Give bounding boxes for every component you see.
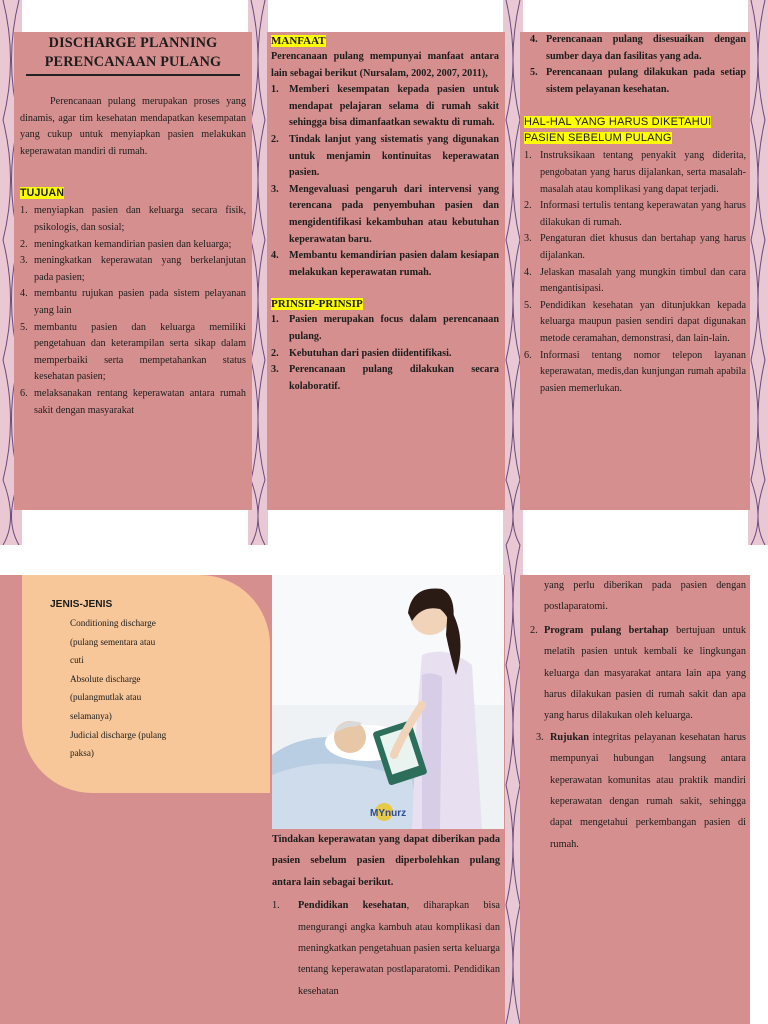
list-number: 5. (530, 67, 538, 79)
panel-discharge-intro (14, 32, 252, 510)
panel-hal-hal (520, 32, 750, 510)
list-text: Perencanaan pulang disesuaikan dengan sumber daya dan fasilitas yang ada. (546, 34, 746, 62)
item-title: Rujukan (550, 731, 589, 743)
list-number: 4. (524, 266, 532, 278)
list-text: bertujuan untuk melatih pasien untuk kembali ke lingkungan keluarga dan masyarakat antara lain apa yang harus dilakukan pasien di rumah sakit dan apa yang harus dilakukan oleh keluarga. (544, 624, 746, 722)
list-number: 3. (524, 233, 532, 245)
list-number: 2. (20, 238, 28, 250)
list-number: 4. (530, 34, 538, 45)
list-text: Informasi tertulis tentang keperawatan yang harus dilakukan di rumah. (540, 200, 746, 228)
list-text: melaksanakan rentang keperawatan antara rumah sakit dengan masyarakat (34, 387, 246, 416)
list-item (20, 237, 246, 254)
jenis-item: cuti (70, 655, 84, 666)
title-line-2: PERENCANAAN PULANG (44, 54, 222, 70)
list-text: menyiapkan pasien dan keluarga secara fisik, psikologis, dan sosial; (34, 205, 246, 233)
title-underline (26, 74, 240, 76)
manfaat-heading-wrap (271, 34, 499, 49)
list-text: Mengevaluasi pengaruh dari intervensi yang terencana pada penyembuhan pasien dan mengidentifikasi kekambuhan atau kebutuhan keperawatan baru. (289, 183, 499, 245)
list-item (271, 82, 499, 132)
manfaat-list (271, 82, 499, 281)
title-line-1: DISCHARGE PLANNING (48, 35, 218, 51)
jenis-item: selamanya) (70, 710, 112, 721)
list-item (271, 346, 499, 363)
list-item (271, 248, 499, 281)
list-number: 1. (524, 150, 532, 162)
hal-heading-wrap (524, 114, 746, 146)
list-item (524, 348, 746, 398)
list-number: 6. (524, 349, 532, 361)
nurse-patient-illustration (272, 575, 504, 829)
list-text: Memberi kesempatan kepada pasien untuk mendapat pelajaran selama di rumah sakit sehingga bisa dimanfaatkan sewaktu di rumah. (289, 84, 499, 129)
list-number: 2. (524, 200, 532, 212)
list-number: 5. (524, 299, 532, 311)
list-text: Pasien merupakan focus dalam perencanaan pulang. (289, 314, 499, 342)
manfaat-intro: Perencanaan pulang mempunyai manfaat antara lain sebagai berikut (Nursalam, 2002, 2007, 2011), (271, 51, 499, 79)
list-item (524, 198, 746, 231)
item-title: Pendidikan kesehatan (298, 900, 407, 912)
list-item (271, 312, 499, 345)
list-text: Pengaturan diet khusus dan bertahap yang harus dijalankan. (540, 233, 746, 261)
tujuan-heading-wrap (20, 186, 246, 201)
continued-text: yang perlu diberikan pada pasien dengan postlaparatomi. (544, 580, 746, 613)
list-number: 3. (536, 731, 544, 743)
list-text: meningkatkan keperawatan yang berkelanjutan pada pasien; (34, 255, 246, 283)
list-text: Pendidikan kesehatan yan ditunjukkan kepada keluarga maupun pasien sendiri dapat digunakan metode ceramahan, demonstrasi, dan lain-lain. (540, 299, 746, 344)
list-number: 4. (20, 288, 28, 300)
list-item (271, 182, 499, 248)
list-number: 5. (20, 321, 28, 333)
panel-manfaat-prinsip (267, 32, 505, 510)
jenis-title: JENIS-JENIS (50, 599, 113, 610)
jenis-item: (pulangmutlak atau (70, 692, 142, 703)
list-number: 3. (271, 183, 279, 195)
list-text: Informasi tentang nomor telepon layanan keperawatan, medis,dan kunjungan rumah apabila pasien memerlukan. (540, 349, 746, 394)
page-title (20, 34, 246, 72)
list-text: Kebutuhan dari pasien diidentifikasi. (289, 347, 452, 359)
prinsip-list-continued (524, 32, 746, 98)
list-text: , diharapkan bisa mengurangi angka kambuh atau komplikasi dan meningkatkan pengetahuan pasien serta keluarga tentang keperawatan postlaparatomi. Pendidikan kesehatan (298, 900, 500, 997)
list-text: integritas pelayanan kesehatan harus mempunyai hubungan langsung antara keperawatan komunitas atau praktik mandiri keperawatan dengan rumah sakit, sehingga dapat mengetahui perkembangan pasien di rumah. (550, 731, 746, 850)
list-item (524, 231, 746, 264)
list-item (20, 386, 246, 419)
hal-list (524, 148, 746, 397)
decorative-border-right (748, 0, 768, 545)
list-text: membantu rujukan pasien pada sistem pelayanan yang lain (34, 288, 246, 316)
jenis-item: (pulang sementara atau (70, 636, 156, 647)
list-text: Tindak lanjut yang sistematis yang digunakan untuk menjamin kontinuitas keperawatan pasien. (289, 133, 499, 179)
jenis-list (50, 614, 262, 763)
list-number: 1. (272, 900, 280, 912)
jenis-item: Conditioning discharge (70, 618, 156, 628)
list-number: 4. (271, 250, 279, 262)
program-list (524, 620, 746, 855)
jenis-item: Judicial discharge (pulang (70, 729, 167, 740)
list-item (20, 320, 246, 386)
jenis-item: Absolute discharge (70, 673, 141, 684)
list-text: Membantu kemandirian pasien dalam kesiapan melakukan keperawatan rumah. (289, 250, 499, 278)
list-number: 2. (530, 624, 538, 636)
list-item (20, 203, 246, 236)
list-text: membantu pasien dan keluarga memiliki pengetahuan dan keterampilan serta sikap dalam memperbaiki serta mempetahankan status kesehatan pasien; (34, 321, 246, 383)
tindakan-intro: Tindakan keperawatan yang dapat diberikan pada pasien sebelum pasien diperbolehkan pulang antara lain sebagai berikut. (272, 834, 500, 888)
panel-tindakan (270, 575, 505, 1024)
list-item (524, 148, 746, 198)
list-item (524, 65, 746, 98)
list-text: Perencanaan pulang dilakukan pada setiap sistem pelayanan kesehatan. (546, 67, 746, 95)
nurse-patient-photo (272, 575, 504, 829)
list-item (524, 265, 746, 298)
list-item (524, 32, 746, 65)
jenis-item: paksa) (70, 748, 94, 759)
list-item (271, 132, 499, 182)
list-item (271, 362, 499, 395)
list-number: 6. (20, 387, 28, 399)
list-item (524, 620, 746, 727)
list-number: 1. (20, 205, 28, 217)
tindakan-list (272, 895, 500, 1002)
list-text: meningkatkan kemandirian pasien dan keluarga; (34, 238, 232, 250)
list-number: 2. (271, 347, 279, 359)
list-text: Jelaskan masalah yang mungkin timbul dan cara mengantisipasi. (540, 266, 746, 295)
list-text: Instruksikaan tentang penyakit yang diderita, pengobatan yang harus dijalankan, serta masalah-masalah atau komplikasi yang dapat terjadi. (540, 150, 746, 195)
list-item (524, 727, 746, 855)
list-text: Perencanaan pulang dilakukan secara kolaboratif. (289, 364, 499, 392)
list-number: 3. (271, 364, 279, 376)
jenis-box (22, 575, 270, 793)
hal-heading-line-1: HAL-HAL YANG HARUS DIKETAHUI (524, 116, 712, 129)
list-number: 1. (271, 84, 279, 96)
tujuan-list (20, 203, 246, 419)
list-item (272, 895, 500, 1002)
panel-program-rujukan (520, 575, 750, 1024)
intro-paragraph: Perencanaan pulang merupakan proses yang dinamis, agar tim kesehatan mendapatkan kesempatan yang cukup untuk menyiapkan pasien melakukan keperawatan mandiri di rumah. (20, 96, 246, 157)
tujuan-heading: TUJUAN (20, 187, 65, 200)
list-number: 3. (20, 255, 28, 267)
list-number: 2. (271, 133, 279, 145)
logo-text: MYnurz (370, 808, 407, 819)
prinsip-heading: PRINSIP-PRINSIP (271, 298, 363, 311)
list-item (524, 298, 746, 348)
panel-jenis (0, 575, 270, 1024)
manfaat-heading: MANFAAT (271, 35, 326, 47)
hal-heading-line-2: PASIEN SEBELUM PULANG (524, 132, 672, 145)
prinsip-list (271, 312, 499, 395)
list-item (20, 253, 246, 286)
item-title: Program pulang bertahap (544, 624, 669, 636)
list-item (20, 286, 246, 319)
list-number: 1. (271, 314, 279, 326)
prinsip-heading-wrap (271, 297, 499, 312)
